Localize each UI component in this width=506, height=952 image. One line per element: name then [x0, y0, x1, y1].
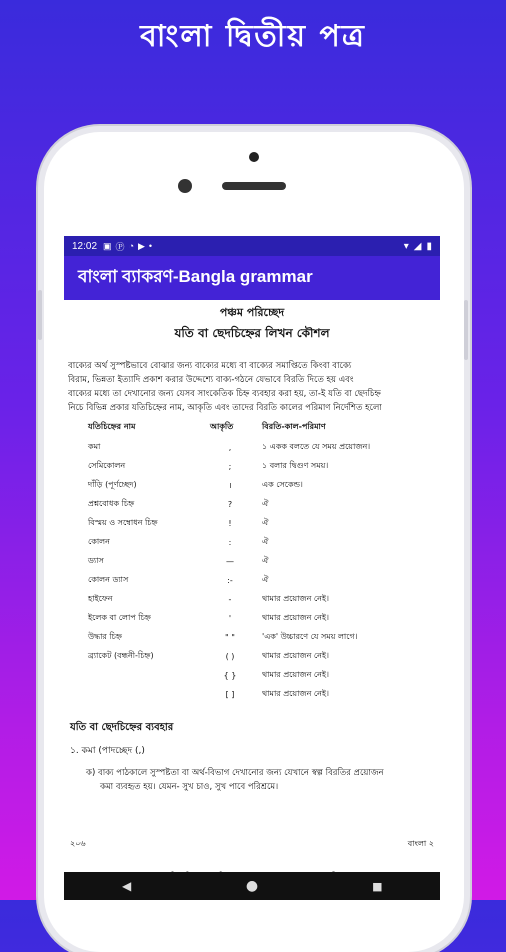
punctuation-symbol: ( )	[225, 652, 235, 661]
table-row	[82, 457, 418, 476]
section-heading: যতি বা ছেদচিহ্নের ব্যবহার	[70, 722, 174, 733]
pause-duration: ঐ	[262, 518, 269, 527]
battery-icon: ▮	[426, 240, 432, 252]
power-button	[464, 300, 468, 360]
clock-icon: ◔	[128, 241, 134, 251]
sim-icon: ▣	[103, 240, 112, 251]
table-row	[82, 685, 418, 704]
back-icon: ◀	[122, 879, 132, 893]
punctuation-symbol: —	[226, 557, 234, 566]
pause-duration: এক সেকেন্ড।	[262, 480, 303, 489]
punctuation-symbol: ?	[227, 500, 233, 509]
punctuation-symbol: ;	[228, 462, 232, 471]
example-line: ক) বাক্য পাঠকালে সুস্পষ্টতা বা অর্থ-বিভাগ দেখানোর জন্য যেখানে স্বল্প বিরতির প্রয়োজন	[86, 768, 384, 778]
p-icon: Ⓟ	[115, 241, 125, 252]
speaker-grille	[222, 182, 286, 190]
punctuation-name: প্রশ্নবোধক চিহ্ন	[88, 499, 135, 508]
punctuation-name: ব্র্যাকেট (বন্ধনী-চিহ্ন)	[88, 651, 154, 660]
punctuation-name: সেমিকোলন	[88, 461, 126, 470]
recents-button[interactable]	[357, 872, 397, 900]
app-title: বাংলা ব্যাকরণ-Bangla grammar	[78, 267, 313, 286]
intro-line: বাক্যের মধ্যে তা দেখানোর জন্য যেসব সাংকেতিক চিহ্ন ব্যবহার করা হয়, তা-ই যতি বা ছেদচিহ্ন	[68, 389, 381, 399]
pause-duration: ১ একক বলতে যে সময় প্রয়োজন।	[262, 442, 371, 451]
point-heading: ১. কমা (পাদচ্ছেদ (,)	[70, 746, 145, 756]
table-row	[82, 495, 418, 514]
table-row	[82, 514, 418, 533]
punctuation-name: কমা	[88, 442, 101, 451]
status-time: 12:02	[72, 240, 98, 252]
punctuation-name: হাইফেন	[88, 594, 113, 603]
page-footer	[64, 838, 440, 851]
signal-icon: ◢	[413, 240, 422, 252]
punctuation-symbol: [ ]	[225, 690, 235, 699]
pause-duration: থামার প্রয়োজন নেই।	[262, 651, 329, 660]
table-row	[82, 666, 418, 685]
youtube-icon: ▶	[138, 240, 145, 251]
table-row	[82, 571, 418, 590]
table-row	[82, 590, 418, 609]
punctuation-table	[82, 419, 418, 704]
intro-line: বাক্যের অর্থ সুস্পষ্টভাবে বোঝার জন্য বাক্যের মধ্যে বা বাক্যের সমাপ্তিতে কিংবা বাক্যে	[68, 361, 352, 371]
column-header: বিরতি-কাল-পরিমাণ	[262, 422, 326, 431]
table-row	[82, 647, 418, 666]
table-row	[82, 438, 418, 457]
punctuation-symbol: -	[228, 595, 232, 604]
pause-duration: 'এক' উচ্চারণে যে সময় লাগে।	[262, 632, 358, 641]
intro-line: বিরাম, ভিন্নতা ইত্যাদি প্রকাশ করার উদ্দেশ্যে বাক্য-গঠনে যেভাবে বিরতি দিতে হয় এবং	[68, 375, 354, 385]
pause-duration: ঐ	[262, 537, 269, 546]
punctuation-name: উদ্ধার চিহ্ন	[88, 632, 122, 641]
punctuation-name: ইলেক বা লোপ চিহ্ন	[88, 613, 151, 622]
punctuation-name: ড্যাস	[88, 556, 104, 565]
pause-duration: থামার প্রয়োজন নেই।	[262, 594, 329, 603]
table-row	[82, 476, 418, 495]
table-row	[82, 628, 418, 647]
chapter-title: পঞ্চম পরিচ্ছেদ	[219, 306, 285, 319]
punctuation-name: কোলন ড্যাস	[88, 575, 129, 584]
volume-button	[38, 290, 42, 340]
front-camera	[178, 179, 192, 193]
promo-title: বাংলা দ্বিতীয় পত্র	[140, 19, 366, 54]
punctuation-symbol: ।	[228, 481, 232, 490]
pause-duration: ঐ	[262, 556, 269, 565]
recents-icon: ■	[372, 879, 383, 893]
navigation-bar	[64, 872, 440, 900]
column-header: আকৃতি	[210, 422, 234, 431]
pause-duration: থামার প্রয়োজন নেই।	[262, 613, 329, 622]
punctuation-name: কোলন	[88, 537, 110, 546]
home-button[interactable]	[232, 872, 272, 900]
punctuation-name: বিস্ময় ও সম্বোধন চিহ্ন	[88, 518, 158, 527]
punctuation-symbol: ,	[228, 443, 232, 452]
intro-line: নিচে বিভিন্ন প্রকার যতিচিহ্নের নাম, আকৃতি এবং তাদের বিরতি কালের পরিমাণ নির্দেশিত হলো	[68, 403, 382, 413]
punctuation-name: দাঁড়ি (পূর্ণচ্ছেদ)	[88, 480, 137, 489]
back-button[interactable]	[107, 872, 147, 900]
table-row	[82, 609, 418, 628]
home-icon: ●	[245, 878, 259, 894]
dot-icon: •	[148, 241, 153, 251]
example-line: কমা ব্যবহৃত হয়। যেমন- সুখ চাও, সুখ পাবে পরিশ্রমে।	[100, 782, 279, 792]
table-row	[82, 533, 418, 552]
example-paragraph	[64, 766, 440, 794]
punctuation-symbol: { }	[223, 671, 237, 680]
pause-duration: ১ বলার দ্বিগুণ সময়।	[262, 461, 329, 470]
phone-screen	[64, 236, 440, 900]
section-subtitle: যতি বা ছেদচিহ্নের লিখন কৌশল	[174, 326, 330, 340]
pause-duration: ঐ	[262, 499, 269, 508]
punctuation-symbol: " "	[225, 633, 235, 642]
punctuation-symbol: :	[228, 538, 232, 547]
column-header: যতিচিহ্নের নাম	[88, 422, 136, 431]
app-bar	[64, 256, 440, 300]
pause-duration: থামার প্রয়োজন নেই।	[262, 670, 329, 679]
intro-paragraph	[64, 359, 440, 415]
punctuation-symbol: :-	[227, 576, 233, 585]
pause-duration: ঐ	[262, 575, 269, 584]
punctuation-name	[82, 666, 204, 685]
wifi-icon: ▾	[403, 240, 409, 252]
punctuation-name	[82, 685, 204, 704]
punctuation-symbol: !	[228, 519, 232, 528]
table-row	[82, 552, 418, 571]
punctuation-symbol: '	[228, 614, 232, 623]
proximity-sensor	[249, 152, 259, 162]
book-name: বাংলা ২	[407, 839, 434, 848]
document-page[interactable]	[64, 300, 440, 854]
status-bar	[64, 236, 440, 256]
page-number: ২০৬	[70, 839, 86, 848]
pause-duration: থামার প্রয়োজন নেই।	[262, 689, 329, 698]
